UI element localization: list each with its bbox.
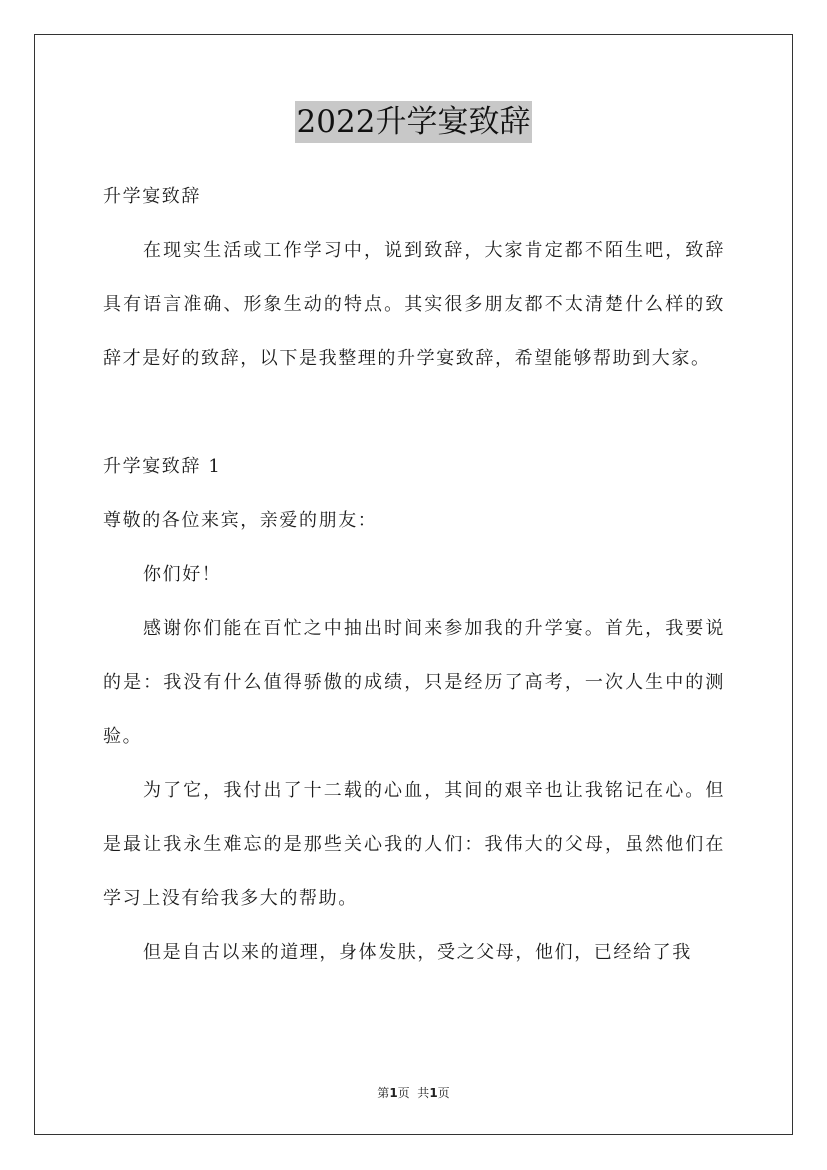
body-paragraph: 为了它，我付出了十二载的心血，其间的艰辛也让我铭记在心。但是最让我永生难忘的是那些关心我的人们：我伟大的父母，虽然他们在学习上没有给我多大的帮助。 [103, 780, 725, 909]
footer-page-total: 1 [429, 1086, 438, 1100]
page-footer [0, 1084, 827, 1101]
footer-page-prefix: 第 [377, 1086, 390, 1100]
intro-paragraph: 在现实生活或工作学习中，说到致辞，大家肯定都不陌生吧，致辞具有语言准确、形象生动的特点。其实很多朋友都不太清楚什么样的致辞才是好的致辞，以下是我整理的升学宴致辞，希望能够帮助到大家。 [103, 240, 725, 369]
greeting: 你们好！ [143, 564, 222, 585]
document-title: 2022升学宴致辞 [295, 101, 533, 143]
body-paragraph: 但是自古以来的道理，身体发肤，受之父母，他们，已经给了我 [143, 942, 692, 963]
document-body [103, 170, 725, 980]
document-subtitle: 升学宴致辞 [103, 186, 201, 207]
footer-page-mid: 页 共 [397, 1086, 430, 1100]
salutation: 尊敬的各位来宾，亲爱的朋友： [103, 510, 378, 531]
body-paragraph: 感谢你们能在百忙之中抽出时间来参加我的升学宴。首先，我要说的是：我没有什么值得骄傲的成绩，只是经历了高考，一次人生中的测验。 [103, 618, 725, 747]
footer-page-number: 1 [389, 1086, 398, 1100]
section-heading: 升学宴致辞 1 [103, 456, 222, 477]
footer-page-suffix: 页 [437, 1086, 450, 1100]
title-container [0, 101, 827, 143]
blank-line [103, 386, 725, 440]
